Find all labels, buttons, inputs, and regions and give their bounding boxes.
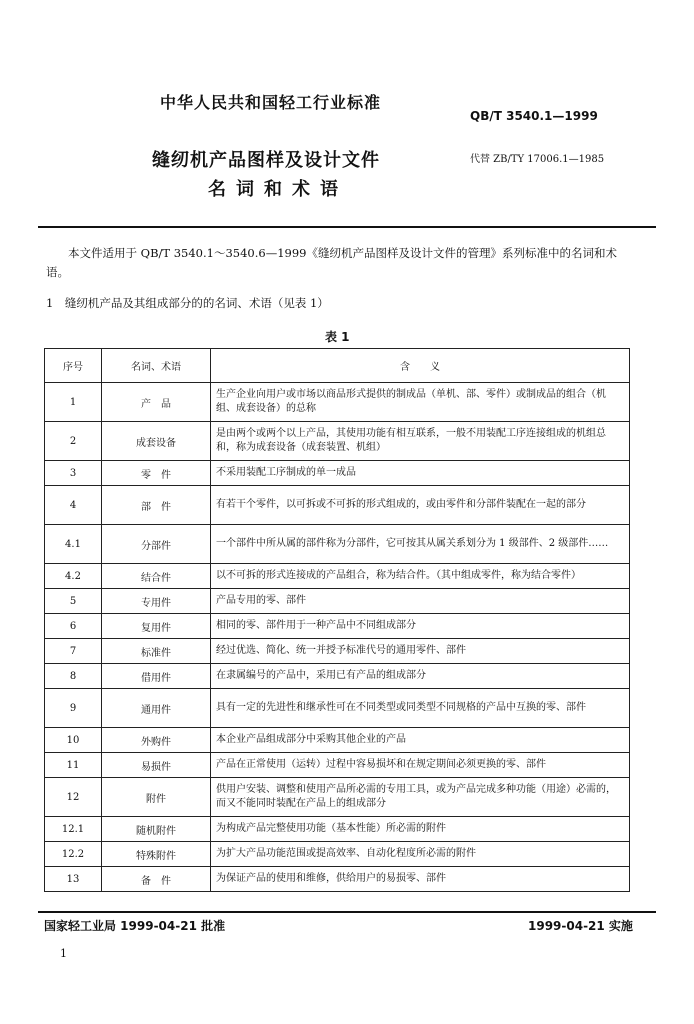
row-meaning: 一个部件中所从属的部件称为分部件，它可按其从属关系划分为 1 级部件、2 级部件…… <box>211 525 630 564</box>
row-meaning: 产品在正常使用（运转）过程中容易损坏和在规定期间必须更换的零、部件 <box>211 753 630 778</box>
row-term: 部 件 <box>102 486 211 525</box>
row-meaning: 不采用装配工序制成的单一成品 <box>211 461 630 486</box>
header-term: 名词、术语 <box>102 349 211 383</box>
row-meaning: 为保证产品的使用和维修，供给用户的易损零、部件 <box>211 867 630 892</box>
row-number: 2 <box>45 422 102 461</box>
row-term: 附件 <box>102 778 211 817</box>
effective-line: 1999-04-21 实施 <box>528 919 633 933</box>
table-row <box>45 639 630 664</box>
row-term: 借用件 <box>102 664 211 689</box>
row-number: 11 <box>45 753 102 778</box>
table-row <box>45 817 630 842</box>
table-row <box>45 867 630 892</box>
row-number: 12 <box>45 778 102 817</box>
row-number: 12.1 <box>45 817 102 842</box>
row-number: 8 <box>45 664 102 689</box>
table-row <box>45 422 630 461</box>
row-meaning: 有若干个零件，以可拆或不可拆的形式组成的，或由零件和分部件装配在一起的部分 <box>211 486 630 525</box>
terms-table <box>44 348 630 892</box>
table-row <box>45 461 630 486</box>
row-term: 随机附件 <box>102 817 211 842</box>
table-row <box>45 614 630 639</box>
table-row <box>45 753 630 778</box>
table-row <box>45 589 630 614</box>
row-term: 零 件 <box>102 461 211 486</box>
row-meaning: 为扩大产品功能范围或提高效率、自动化程度所必需的附件 <box>211 842 630 867</box>
row-term: 分部件 <box>102 525 211 564</box>
table-caption: 表 1 <box>325 330 350 344</box>
replaces-note: 代替 ZB/TY 17006.1—1985 <box>470 154 605 165</box>
row-meaning: 在隶属编号的产品中，采用已有产品的组成部分 <box>211 664 630 689</box>
table-row <box>45 689 630 728</box>
row-meaning: 供用户安装、调整和使用产品所必需的专用工具，或为产品完成多种功能（用途）必需的，而又不能同时装配在产品上的组成部分 <box>211 778 630 817</box>
document-title: 缝纫机产品图样及设计文件 <box>152 150 380 171</box>
table-row <box>45 564 630 589</box>
row-meaning: 相同的零、部件用于一种产品中不同组成部分 <box>211 614 630 639</box>
row-term: 外购件 <box>102 728 211 753</box>
row-term: 结合件 <box>102 564 211 589</box>
row-term: 成套设备 <box>102 422 211 461</box>
row-meaning: 产品专用的零、部件 <box>211 589 630 614</box>
header-no: 序号 <box>45 349 102 383</box>
intro-paragraph: 本文件适用于 QB/T 3540.1～3540.6—1999《缝纫机产品图样及设计文件的管理》系列标准中的名词和术语。 <box>46 246 617 279</box>
row-number: 1 <box>45 383 102 422</box>
row-meaning: 以不可拆的形式连接成的产品组合，称为结合件。（其中组成零件，称为结合零件） <box>211 564 630 589</box>
approval-line: 国家轻工业局 1999-04-21 批准 <box>44 919 226 933</box>
row-meaning: 具有一定的先进性和继承性可在不同类型或同类型不同规格的产品中互换的零、部件 <box>211 689 630 728</box>
page-number: 1 <box>60 947 67 960</box>
footer-divider <box>38 911 656 913</box>
issuing-organization: 中华人民共和国轻工行业标准 <box>160 93 382 112</box>
table-row <box>45 842 630 867</box>
table-row <box>45 728 630 753</box>
row-term: 易损件 <box>102 753 211 778</box>
row-number: 10 <box>45 728 102 753</box>
row-meaning: 为构成产品完整使用功能（基本性能）所必需的附件 <box>211 817 630 842</box>
row-term: 产 品 <box>102 383 211 422</box>
table-header-row <box>45 349 630 383</box>
row-meaning: 经过优选、简化、统一并授予标准代号的通用零件、部件 <box>211 639 630 664</box>
row-number: 6 <box>45 614 102 639</box>
table-row <box>45 664 630 689</box>
row-meaning: 本企业产品组成部分中采购其他企业的产品 <box>211 728 630 753</box>
row-number: 12.2 <box>45 842 102 867</box>
row-number: 4.2 <box>45 564 102 589</box>
row-number: 7 <box>45 639 102 664</box>
row-number: 3 <box>45 461 102 486</box>
row-number: 13 <box>45 867 102 892</box>
row-meaning: 是由两个或两个以上产品，其使用功能有相互联系，一般不用装配工序连接组成的机组总和，称为成套设备（成套装置、机组） <box>211 422 630 461</box>
table-row <box>45 525 630 564</box>
row-term: 复用件 <box>102 614 211 639</box>
header-divider <box>38 226 656 228</box>
table-row <box>45 383 630 422</box>
row-term: 标准件 <box>102 639 211 664</box>
header-meaning: 含 义 <box>211 349 630 383</box>
row-number: 4 <box>45 486 102 525</box>
row-term: 通用件 <box>102 689 211 728</box>
row-number: 4.1 <box>45 525 102 564</box>
standard-number: QB/T 3540.1—1999 <box>470 109 598 123</box>
row-number: 5 <box>45 589 102 614</box>
table-row <box>45 486 630 525</box>
row-term: 专用件 <box>102 589 211 614</box>
document-subtitle: 名词和术语 <box>208 179 348 200</box>
row-term: 特殊附件 <box>102 842 211 867</box>
row-meaning: 生产企业向用户或市场以商品形式提供的制成品（单机、部、零件）或制成品的组合（机组、成套设备）的总称 <box>211 383 630 422</box>
row-number: 9 <box>45 689 102 728</box>
table-row <box>45 778 630 817</box>
section-heading: 1 缝纫机产品及其组成部分的的名词、术语（见表 1） <box>46 296 329 310</box>
row-term: 备 件 <box>102 867 211 892</box>
